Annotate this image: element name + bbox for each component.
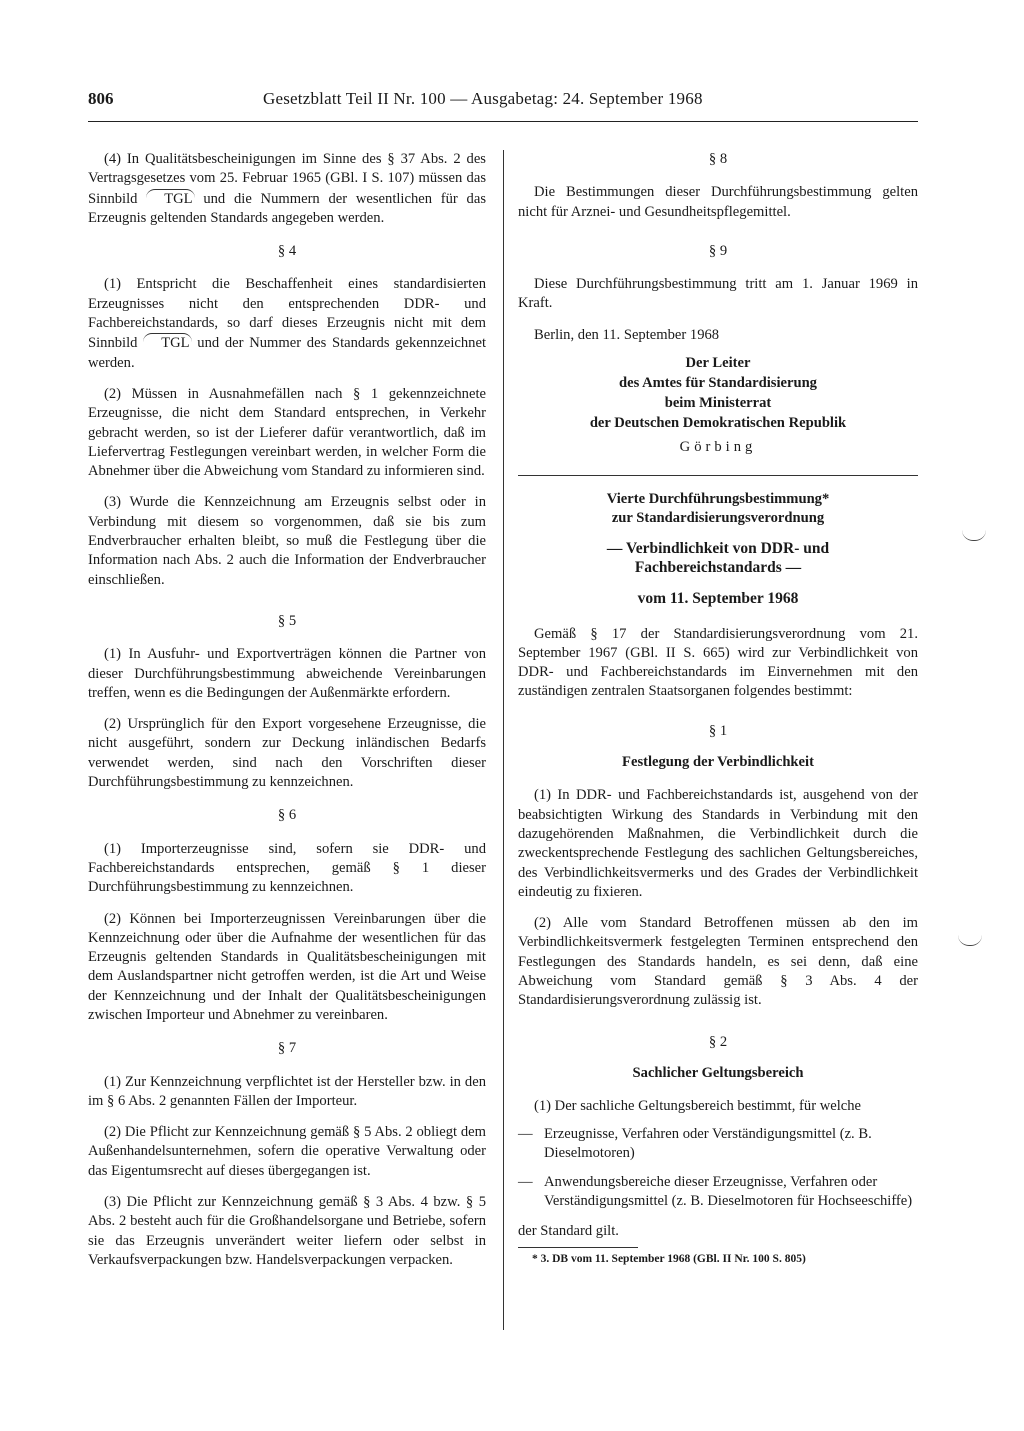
signer-name: Görbing xyxy=(679,439,757,456)
preamble: Gemäß § 17 der Standardisierungsverordnung vom 21. September 1967 (GBl. II S. 665) wird zur Verbindlichkeit von DDR- und Fachbereichstandards im Einvernehmen mit den zuständigen zentralen Staatsorganen folgendes bestimmt: xyxy=(518,625,918,700)
paragraph-r2-1: (1) Der sachliche Geltungsbereich bestimmt, für welche xyxy=(534,1098,862,1115)
header-title: Gesetzblatt Teil II Nr. 100 — Ausgabetag: 24. September 1968 xyxy=(263,89,703,108)
margin-mark xyxy=(962,530,986,541)
section-heading-5: § 5 xyxy=(277,612,297,629)
paragraph-7-2: (2) Die Pflicht zur Kennzeichnung gemäß § 5 Abs. 2 obliegt dem Außenhandelsunternehmen, sofern die operative Verwaltung oder das Eigentumsrecht auf dieses übergegangen ist. xyxy=(88,1124,486,1179)
section-rule xyxy=(518,475,918,476)
paragraph-5-1: (1) In Ausfuhr- und Exportverträgen können die Partner von dieser Durchführungsbestimmung abweichende Vereinbarungen treffen, wenn es die Bedingungen der Außenmärkte erfordern. xyxy=(88,646,486,701)
section-heading-8: § 8 xyxy=(708,151,728,167)
decree-title-2: zur Standardisierungsverordnung xyxy=(611,510,825,527)
paragraph-7-3: (3) Die Pflicht zur Kennzeichnung gemäß § 3 Abs. 4 bzw. § 5 Abs. 2 besteht auch für die Großhandelsorgane und Betriebe, sofern sie das Erzeugnis unverändert weiter liefern oder selbst in Verkaufsverpackungen bzw. Handelsverpackungen verpacken. xyxy=(88,1194,486,1268)
paragraph-8: Die Bestimmungen dieser Durchführungsbestimmung gelten nicht für Arznei- und Gesundheitspflegemittel. xyxy=(518,184,918,220)
paragraph-7-1: (1) Zur Kennzeichnung verpflichtet ist der Hersteller bzw. in den im § 6 Abs. 2 genannten Fällen der Importeur. xyxy=(88,1073,486,1109)
paragraph-4-2: (2) Müssen in Ausnahmefällen nach § 1 gekennzeichnete Erzeugnisse, die nicht dem Standard entsprechen, in Verkehr gebracht werden, so ist der Lieferer dafür verantwortlich, daß im Liefervertrag Festlegungen vereinbart werden, in welcher Form die Abnehmer über die Abweichung vom Standard zu informieren sind. xyxy=(88,385,486,480)
signature-line: des Amtes für Standardisierung xyxy=(619,375,817,392)
section-heading-4: § 4 xyxy=(277,243,297,260)
list-item-text: Anwendungsbereiche dieser Erzeugnisse, Verfahren oder Verständigungsmittel (z. B. Dieselmotoren für Hochseeschiffe) xyxy=(544,1174,913,1210)
section-title-r2: Sachlicher Geltungsbereich xyxy=(632,1064,804,1081)
decree-subtitle-2: Fachbereichstandards — xyxy=(634,558,802,576)
right-column xyxy=(518,150,918,1267)
section-heading-r2: § 2 xyxy=(708,1033,728,1050)
paragraph-6-2: (2) Können bei Importerzeugnissen Vereinbarungen über die Kennzeichnung oder über die Aufnahme der wesentlichen für das Erzeugnis geltenden Standards in Qualitätsbescheinigungen mit dem Auslandspartner nicht getroffen werden, ist die Art und Weise der Kennzeichnung und der Inhalt der Qualitätsbescheinigungen zwischen Importeur und Abnehmer zu vereinbaren. xyxy=(88,910,486,1023)
footnote-rule xyxy=(518,1247,638,1248)
paragraph-3-4: (4) In Qualitätsbescheinigungen im Sinne des § 37 Abs. 2 des Vertragsgesetzes vom 25. Februar 1965 (GBl. I S. 107) müssen das Sinnbild TGL und die Nummern der wesentlichen für das Erzeugnis geltenden Standards angegeben werden. xyxy=(88,151,486,226)
signature-line: beim Ministerrat xyxy=(664,395,772,412)
section-heading-6: § 6 xyxy=(277,807,297,824)
paragraph-r1-1: (1) In DDR- und Fachbereichstandards ist, ausgehend von der beabsichtigten Wirkung des Standards in Verbindung mit den dazugehörenden Maßnahmen, die Verbindlichkeit durch die zweckentsprechende Festlegung des sachlichen Geltungsbereiches, des Verbindlichkeitsvermerks und des Grades der Verbindlichkeit eindeutig zu fixieren. xyxy=(518,787,918,900)
paragraph-5-2: (2) Ursprünglich für den Export vorgesehene Erzeugnisse, die nicht ausgeführt, sondern zur Deckung inländischen Bedarfs verwendet werden, sind nach den Vorschriften dieser Durchführungsbestimmung zu kennzeichnen. xyxy=(88,716,486,791)
section-heading-r1: § 1 xyxy=(708,722,728,739)
paragraph-r2-end: der Standard gilt. xyxy=(518,1222,619,1239)
column-divider xyxy=(503,150,504,1330)
list-item-text: Erzeugnisse, Verfahren oder Verständigungsmittel (z. B. Dieselmotoren) xyxy=(544,1125,872,1161)
paragraph-4-1: (1) Entspricht die Beschaffenheit eines standardisierten Erzeugnisses nicht den entsprechenden DDR- und Fachbereichstandards, so darf dieses Erzeugnis nicht mit dem Sinnbild TGL und der Nummer des Standards gekennzeichnet werden. xyxy=(88,276,486,371)
section-heading-7: § 7 xyxy=(277,1040,297,1057)
footnote: * 3. DB vom 11. September 1968 (GBl. II Nr. 100 S. 805) xyxy=(532,1252,806,1265)
paragraph-6-1: (1) Importerzeugnisse sind, sofern sie DDR- und Fachbereichstandards entsprechen, gemäß § 1 dieser Durchführungsbestimmung zu kennzeichnen. xyxy=(88,840,486,896)
list-item xyxy=(518,1125,918,1164)
decree-date: vom 11. September 1968 xyxy=(637,590,799,608)
decree-subtitle: — Verbindlichkeit von DDR- und xyxy=(606,539,830,557)
paragraph-9: Diese Durchführungsbestimmung tritt am 1. Januar 1969 in Kraft. xyxy=(518,276,918,312)
section-heading-9: § 9 xyxy=(708,242,728,259)
list-item xyxy=(518,1173,918,1212)
header-rule xyxy=(88,121,918,122)
tgl-symbol: TGL xyxy=(146,189,194,209)
signature-line: Der Leiter xyxy=(685,355,751,372)
signature-line: der Deutschen Demokratischen Republik xyxy=(589,415,847,432)
decree-title: Vierte Durchführungsbestimmung* xyxy=(606,491,830,508)
paragraph-4-3: (3) Wurde die Kennzeichnung am Erzeugnis selbst oder in Verbindung mit diesem so vorgenommen, daß sie bis zum Endverbraucher erhalten bleibt, so muß die Festlegung über die Information nach Abs. 2 auch die Information der Endverbraucher einschließen. xyxy=(88,494,486,588)
margin-mark xyxy=(958,935,982,946)
section-title-r1: Festlegung der Verbindlichkeit xyxy=(622,754,814,771)
list-dash: — xyxy=(518,1174,533,1191)
list-dash: — xyxy=(518,1125,533,1142)
place-date: Berlin, den 11. September 1968 xyxy=(534,326,720,343)
signature-block xyxy=(518,353,918,457)
left-column xyxy=(88,150,486,1282)
paragraph-r1-2: (2) Alle vom Standard Betroffenen müssen ab den im Verbindlichkeitsvermerk festgelegten Terminen entsprechend den Festlegungen des Standards handeln, es sei denn, daß eine Abweichung vom Standard gemäß § 3 Abs. 4 der Standardisierungsverordnung zulässig ist. xyxy=(518,915,918,1009)
page-number: 806 xyxy=(88,89,114,108)
tgl-symbol: TGL xyxy=(143,333,191,353)
